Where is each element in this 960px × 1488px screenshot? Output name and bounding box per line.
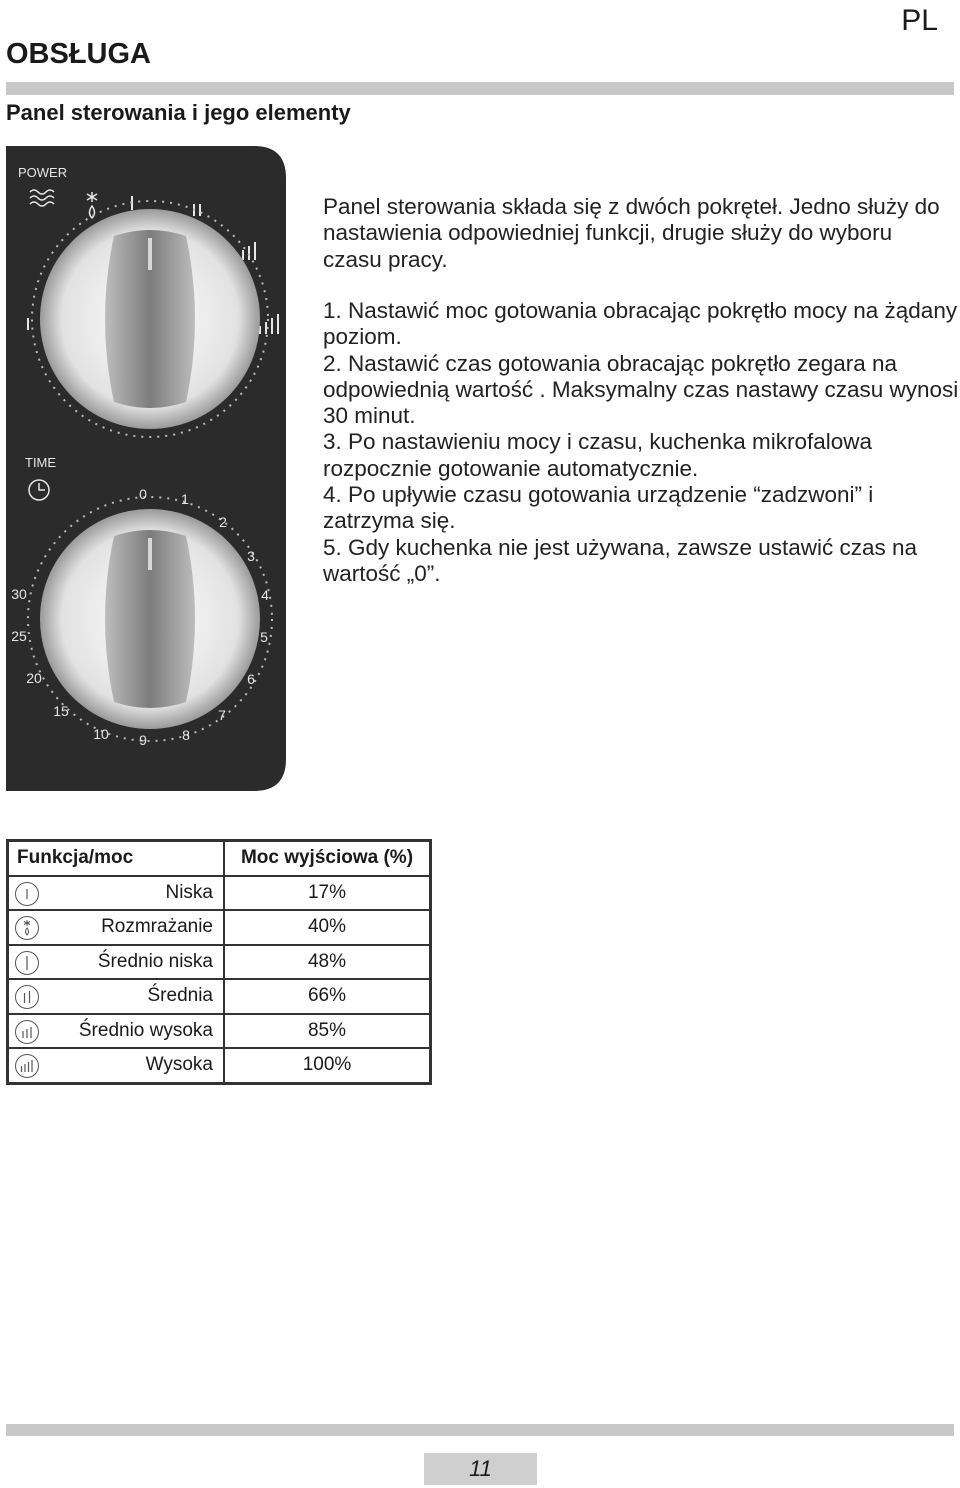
control-panel-illustration (6, 146, 286, 791)
section-heading: OBSŁUGA (6, 38, 151, 70)
function-cell (8, 945, 225, 980)
power-level-1-icon (14, 881, 40, 907)
page-number: 11 (424, 1453, 537, 1485)
timer-mark: 4 (261, 587, 269, 603)
function-cell (8, 1048, 225, 1083)
intro-paragraph: Panel sterowania składa się z dwóch pokręteł. Jedno służy do nastawienia odpowiedniej funkcji, drugie służy do wyboru czasu pracy. (323, 194, 940, 272)
power-level-4-icon (14, 1019, 40, 1045)
timer-mark: 7 (218, 707, 226, 723)
output-value: 85% (224, 1014, 431, 1049)
power-level-3-icon (14, 984, 40, 1010)
column-header-function: Funkcja/moc (8, 841, 225, 876)
timer-mark: 8 (182, 727, 190, 743)
instruction-steps (323, 298, 959, 587)
step-item: 5. Gdy kuchenka nie jest używana, zawsze ustawić czas na wartość „0”. (323, 534, 918, 586)
section-subheading: Panel sterowania i jego elementy (6, 100, 351, 125)
timer-mark: 30 (11, 586, 27, 602)
power-label: POWER (18, 165, 68, 180)
column-header-output: Moc wyjściowa (%) (224, 841, 431, 876)
language-code: PL (901, 4, 938, 37)
footer-rule (6, 1424, 954, 1436)
function-label: Rozmrażanie (101, 916, 213, 938)
timer-mark: 3 (247, 548, 255, 564)
step-item: 3. Po nastawieniu mocy i czasu, kuchenka mikrofalowa rozpocznie gotowanie automatycznie. (323, 429, 873, 481)
defrost-icon (14, 915, 40, 941)
timer-mark: 5 (260, 629, 268, 645)
output-value: 17% (224, 876, 431, 911)
time-label: TIME (25, 455, 57, 470)
header-rule (6, 82, 954, 95)
step-item: 4. Po upływie czasu gotowania urządzenie “zadzwoni” i zatrzyma się. (323, 482, 874, 534)
output-value: 66% (224, 979, 431, 1014)
table-header-row (8, 841, 431, 876)
output-value: 40% (224, 910, 431, 945)
timer-mark: 9 (139, 732, 147, 748)
table-row (8, 876, 431, 911)
output-value: 100% (224, 1048, 431, 1083)
function-label: Niska (165, 881, 213, 903)
timer-mark: 0 (139, 486, 147, 502)
function-cell (8, 1014, 225, 1049)
table-row (8, 979, 431, 1014)
power-level-table (6, 839, 432, 1085)
function-label: Wysoka (145, 1054, 213, 1076)
table-row (8, 1014, 431, 1049)
power-level-5-icon (14, 1053, 40, 1079)
timer-mark: 1 (181, 491, 189, 507)
function-label: Średnio niska (97, 950, 213, 972)
timer-mark: 2 (219, 514, 227, 530)
table-row (8, 945, 431, 980)
function-label: Średnio wysoka (78, 1019, 213, 1041)
timer-mark: 15 (53, 703, 69, 719)
step-item: 2. Nastawić czas gotowania obracając pokrętło zegara na odpowiednią wartość . Maksymalny czas nastawy czasu wynosi 30 minut. (323, 350, 959, 429)
function-cell (8, 876, 225, 911)
timer-mark: 10 (93, 726, 109, 742)
function-cell (8, 979, 225, 1014)
timer-mark: 25 (11, 628, 27, 644)
timer-mark: 6 (247, 671, 255, 687)
function-cell (8, 910, 225, 945)
table-row (8, 910, 431, 945)
table-row (8, 1048, 431, 1083)
power-level-2-icon (14, 950, 40, 976)
function-label: Średnia (147, 985, 213, 1007)
output-value: 48% (224, 945, 431, 980)
timer-mark: 20 (26, 670, 42, 686)
step-item: 1. Nastawić moc gotowania obracając pokrętło mocy na żądany poziom. (323, 298, 958, 350)
